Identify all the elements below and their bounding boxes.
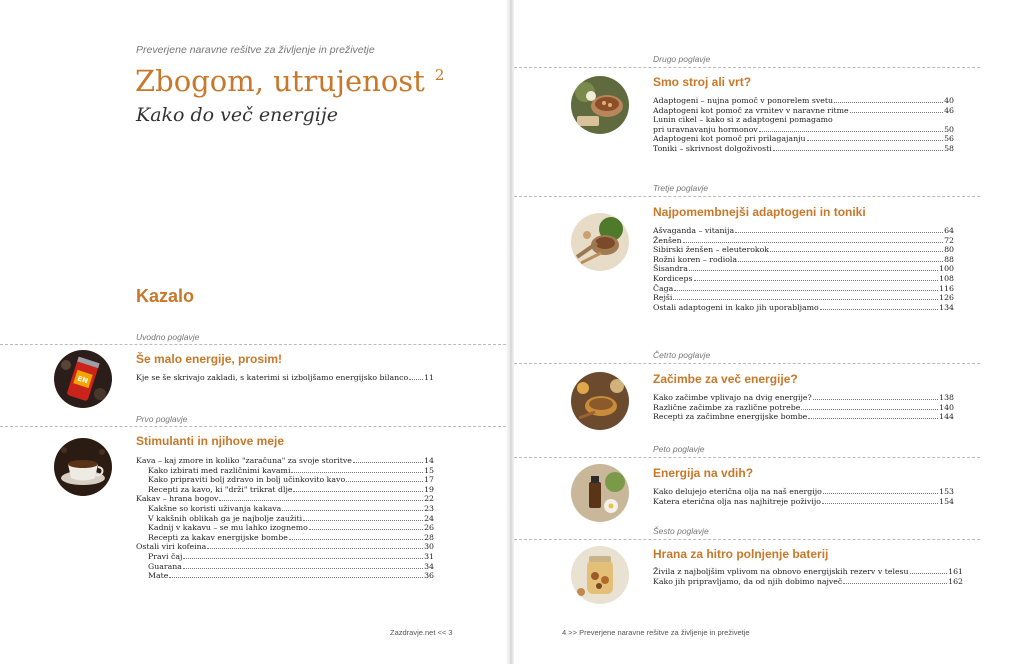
left-footer: Zazdravje.net << 3 bbox=[390, 628, 453, 637]
energy-drink-can-icon bbox=[54, 350, 112, 408]
chapter-entries bbox=[653, 226, 954, 312]
chapter-title: Hrana za hitro polnjenje baterij bbox=[653, 547, 829, 561]
toc-entry[interactable]: Kakšne so koristi uživanja kakava 23 bbox=[148, 503, 434, 513]
chapter-title: Energija na vdih? bbox=[653, 466, 754, 480]
toc-entry[interactable]: Različne začimbe za različne potrebe 140 bbox=[653, 402, 954, 412]
book-title bbox=[135, 64, 444, 98]
toc-entry[interactable]: Katera eterična olja nas najhitreje poživijo 154 bbox=[653, 496, 954, 506]
toc-entry[interactable]: Ostali viri kofeina 30 bbox=[136, 542, 434, 552]
toc-entry[interactable]: Kava – kaj zmore in koliko "zaračuna" za svoje storitve 14 bbox=[136, 456, 434, 465]
toc-entry[interactable]: Čaga 116 bbox=[653, 283, 954, 293]
toc-entry[interactable]: Kako jih pripravljamo, da od njih dobimo največ 162 bbox=[653, 576, 963, 586]
toc-entry[interactable]: V kakšnih oblikah ga je najbolje zaužiti 24 bbox=[148, 513, 434, 523]
toc-entry[interactable]: Recepti za kavo, ki "drži" trikrat dlje 19 bbox=[148, 484, 434, 494]
herbs-bowl-icon bbox=[571, 76, 629, 134]
book-number: 2 bbox=[434, 66, 445, 84]
chapter-label: Tretje poglavje bbox=[653, 183, 709, 193]
toc-entry[interactable]: Toniki – skrivnost dolgoživosti 58 bbox=[653, 143, 954, 153]
chapter-entries bbox=[653, 567, 963, 586]
toc-entry[interactable]: Rožni koren – rodiola 88 bbox=[653, 254, 954, 264]
book-subtitle: Kako do več energije bbox=[136, 104, 338, 126]
toc-entry[interactable]: Kako delujejo eterična olja na naš energijo 153 bbox=[653, 487, 954, 496]
chapter-divider bbox=[514, 196, 980, 197]
right-footer: 4 >> Preverjene naravne rešitve za življenje in preživetje bbox=[562, 628, 750, 637]
toc-entry[interactable]: Živila z najboljšim vplivom na obnovo energijskih rezerv v telesu 161 bbox=[653, 567, 963, 576]
toc-entry[interactable]: Rejši 126 bbox=[653, 293, 954, 303]
series-subtitle: Preverjene naravne rešitve za življenje in preživetje bbox=[136, 44, 375, 56]
toc-entry[interactable]: Kadnij v kakavu – se mu lahko izognemo 26 bbox=[148, 523, 434, 533]
toc-entry[interactable]: Kakav – hrana bogov 22 bbox=[136, 494, 434, 504]
toc-entry[interactable]: Kako izbirati med različnimi kavami 15 bbox=[148, 465, 434, 475]
book-title-text: Zbogom, utrujenost bbox=[135, 64, 425, 98]
dried-roots-icon bbox=[571, 213, 629, 271]
chapter-label: Četrto poglavje bbox=[653, 350, 711, 360]
right-page bbox=[514, 0, 1024, 664]
toc-entry[interactable]: Adaptogeni kot pomoč za vrnitev v naravne ritme 46 bbox=[653, 105, 954, 115]
chapter-title: Še malo energije, prosim! bbox=[136, 352, 283, 366]
chapter-divider bbox=[514, 67, 980, 68]
toc-entry[interactable]: Recepti za kakav energijske bombe 28 bbox=[148, 532, 434, 542]
chapter-entries bbox=[653, 96, 954, 154]
chapter-entries bbox=[653, 487, 954, 506]
chapter-divider bbox=[0, 426, 506, 427]
toc-entry[interactable]: Kje se še skrivajo zakladi, s katerimi si izboljšamo energijsko bilanco 11 bbox=[136, 373, 434, 382]
toc-entry[interactable]: Recepti za začimbne energijske bombe 144 bbox=[653, 412, 954, 422]
chapter-title: Smo stroj ali vrt? bbox=[653, 75, 752, 89]
toc-entry[interactable]: Adaptogeni kot pomoč pri prilagajanju 56 bbox=[653, 134, 954, 144]
chapter-label: Uvodno poglavje bbox=[136, 332, 200, 342]
toc-entry[interactable]: Šisandra 100 bbox=[653, 264, 954, 274]
toc-entry[interactable]: Ašvaganda – vitanija 64 bbox=[653, 226, 954, 235]
chapter-divider bbox=[514, 457, 980, 458]
chapter-label: Prvo poglavje bbox=[136, 414, 188, 424]
chapter-entries bbox=[653, 393, 954, 422]
nuts-jar-icon bbox=[571, 546, 629, 604]
chapter-label: Drugo poglavje bbox=[653, 54, 711, 64]
chapter-label: Peto poglavje bbox=[653, 444, 705, 454]
toc-entry[interactable]: Ostali adaptogeni in kako jih uporabljamo 134 bbox=[653, 302, 954, 312]
toc-entry[interactable]: pri uravnavanju hormonov 50 bbox=[653, 124, 954, 134]
toc-entry[interactable]: Sibirski ženšen – eleuterokok 80 bbox=[653, 245, 954, 255]
chapter-entries bbox=[136, 373, 434, 383]
toc-entry[interactable]: Mate 36 bbox=[148, 571, 434, 581]
toc-entry[interactable]: Lunin cikel – kako si z adaptogeni pomagamo bbox=[653, 115, 833, 125]
chapter-entries bbox=[136, 456, 434, 581]
svg-text:EN: EN bbox=[76, 374, 89, 386]
chapter-title: Začimbe za več energije? bbox=[653, 372, 798, 386]
left-page bbox=[0, 0, 508, 664]
essential-oil-bottle-icon bbox=[571, 464, 629, 522]
chapter-divider bbox=[0, 344, 506, 345]
chapter-divider bbox=[514, 363, 980, 364]
chapter-title: Najpomembnejši adaptogeni in toniki bbox=[653, 205, 866, 219]
toc-entry[interactable]: Pravi čaj 31 bbox=[148, 551, 434, 561]
toc-entry[interactable]: Guarana 34 bbox=[148, 561, 434, 571]
toc-entry[interactable]: Kordiceps 108 bbox=[653, 273, 954, 283]
toc-entry[interactable]: Kako pripraviti bolj zdravo in bolj učinkovito kavo 17 bbox=[148, 475, 434, 485]
toc-entry[interactable]: Ženšen 72 bbox=[653, 235, 954, 245]
chapter-divider bbox=[514, 539, 980, 540]
chapter-title: Stimulanti in njihove meje bbox=[136, 434, 285, 448]
coffee-cup-icon bbox=[54, 438, 112, 496]
spices-tea-icon bbox=[571, 372, 629, 430]
toc-entry[interactable]: Adaptogeni – nujna pomoč v ponorelem svetu 40 bbox=[653, 96, 954, 105]
toc-entry[interactable]: Kako začimbe vplivajo na dvig energije? 138 bbox=[653, 393, 954, 402]
contents-heading: Kazalo bbox=[136, 286, 195, 306]
chapter-label: Šesto poglavje bbox=[653, 526, 709, 536]
